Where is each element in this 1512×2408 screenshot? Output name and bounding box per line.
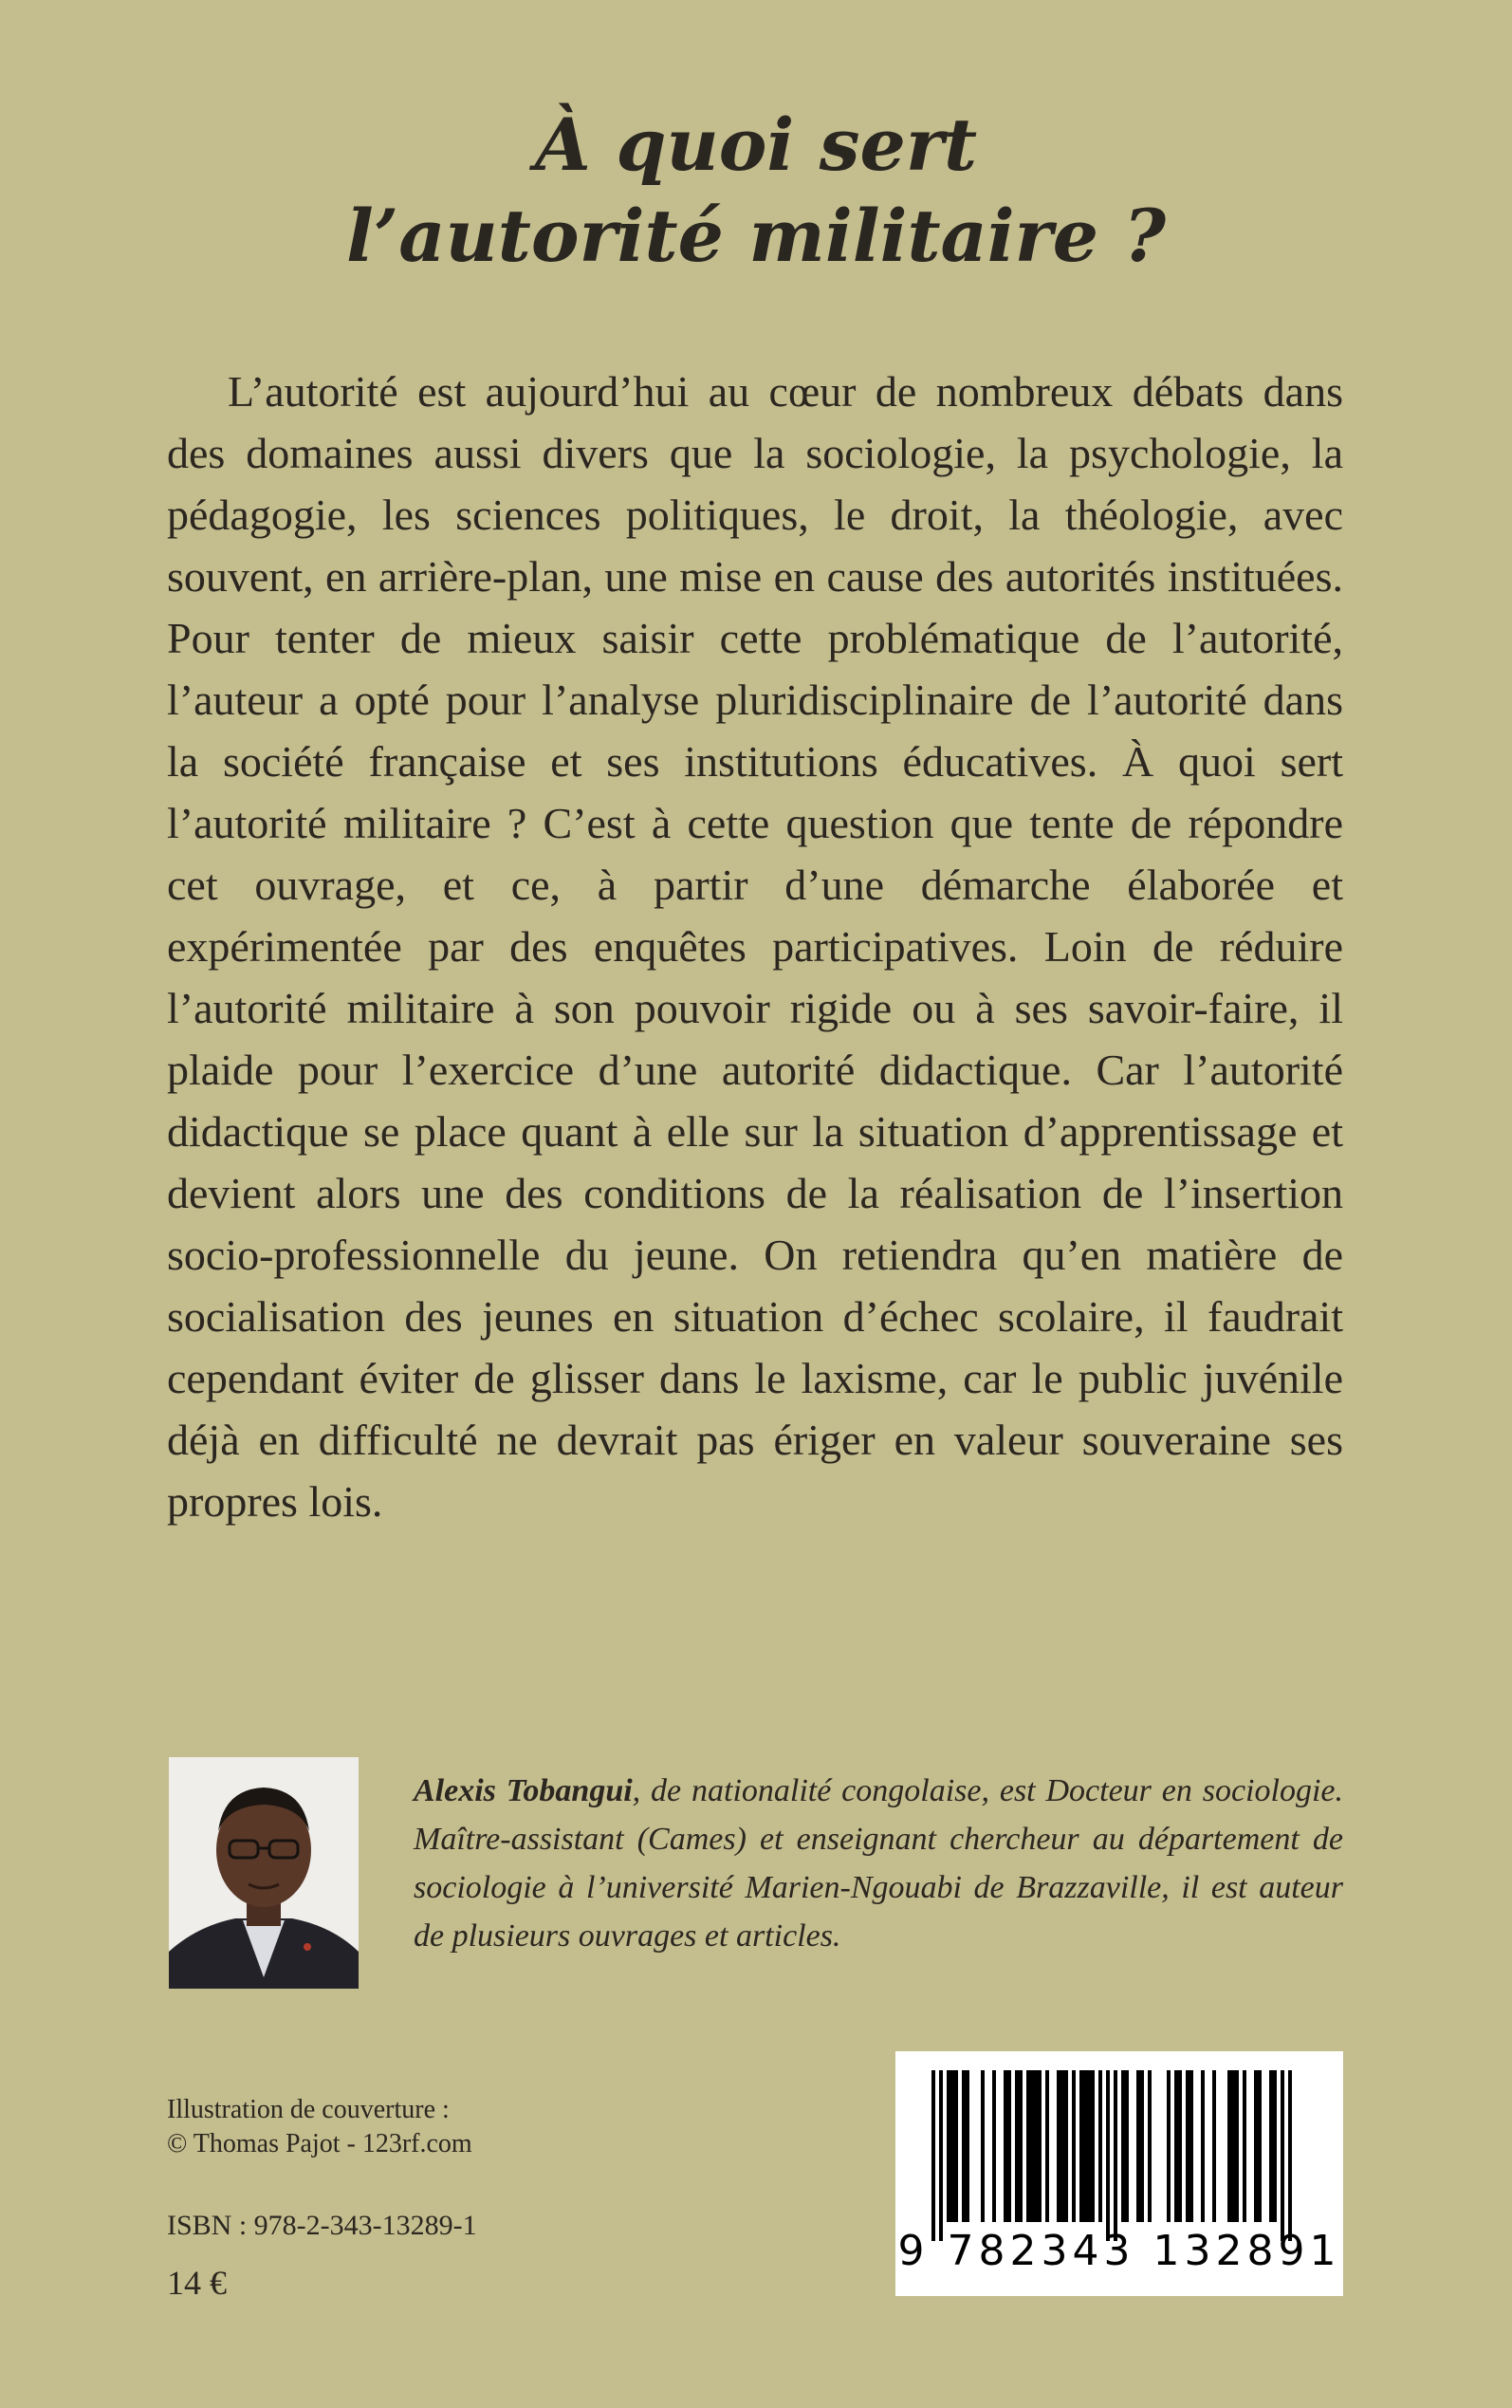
barcode-guard-bar [1114,2070,1117,2241]
barcode-bar [1189,2070,1193,2222]
barcode-guard-bar [939,2070,943,2241]
barcode-bar [1136,2070,1140,2222]
barcode-bar [1019,2070,1023,2222]
cover-credit [167,2093,472,2161]
barcode-bar [1030,2070,1034,2222]
author-photo [169,1757,359,1989]
barcode-bar [1121,2070,1125,2222]
barcode-bar [981,2070,985,2222]
barcode-bar [1091,2070,1095,2222]
barcode-bar [1038,2070,1042,2222]
author-bio-text: , de nationalité congolaise, est Docteur en sociologie. Maître-assistant (Cames) et enseignant chercheur au département de sociologie à l’université Marien-Ngouabi de Brazzaville, il est auteur de plusieurs ouvrages et articles. [414,1773,1343,1954]
barcode-guard-bar [1288,2070,1292,2241]
barcode-bar [1015,2070,1019,2222]
book-title [0,100,1512,282]
title-line-2: l’autorité militaire ? [345,194,1167,278]
barcode-bar [992,2070,996,2222]
author-name: Alexis Tobangui [414,1773,633,1808]
barcode-bar [1083,2070,1087,2222]
barcode-bar [1007,2070,1011,2222]
barcode-bar [966,2070,969,2222]
barcode-guard-bar [1281,2070,1284,2241]
barcode-bar [1167,2070,1171,2222]
barcode-bar [1235,2070,1239,2222]
isbn-text: ISBN : 978-2-343-13289-1 [167,2210,477,2241]
price: 14 € [167,2264,227,2302]
barcode-bar [1079,2070,1083,2222]
barcode-bar [1064,2070,1068,2222]
barcode-bar [1072,2070,1076,2222]
back-cover-blurb: L’autorité est aujourd’hui au cœur de nombreux débats dans des domaines aussi divers que la sociologie, la psychologie, la pédagogie, les sciences politiques, le droit, la théologie, avec souvent, en arrière-plan, une mise en cause des autorités instituées. Pour tenter de mieux saisir cette problématique de l’autorité, l’auteur a opté pour l’analyse pluridisciplinaire de l’autorité dans la société française et ses institutions éducatives. À quoi sert l’autorité militaire ? C’est à cette question que tente de répondre cet ouvrage, et ce, à partir d’une démarche élaborée et expérimentée par des enquêtes participatives. Loin de réduire l’autorité militaire à son pouvoir rigide ou à ses savoir-faire, il plaide pour l’exercice d’une autorité didactique. Car l’autorité didactique se place quant à elle sur la situation d’apprentissage et devient alors une des conditions de la réalisation de l’insertion socio-professionnelle du jeune. On retiendra qu’en matière de socialisation des jeunes en situation d’échec scolaire, il faudrait cependant éviter de glisser dans le laxisme, car le public juvénile déjà en difficulté ne devrait pas ériger en valeur souveraine ses propres lois. [167,367,1343,1526]
barcode-bar [1273,2070,1277,2222]
barcode-bar [1227,2070,1231,2222]
barcode-bar [1243,2070,1246,2222]
barcode-bar [1004,2070,1007,2222]
barcode-bar [1269,2070,1273,2222]
barcode-bar [1060,2070,1064,2222]
isbn-barcode [895,2051,1343,2296]
barcode-bar [1212,2070,1216,2222]
barcode-bar [1231,2070,1235,2222]
barcode-bar [947,2070,950,2222]
barcode-bar [1178,2070,1182,2222]
credit-line-2: © Thomas Pajot - 123rf.com [167,2129,472,2158]
credit-line-1: Illustration de couverture : [167,2095,450,2124]
barcode-bar [1098,2070,1102,2222]
barcode-bar [962,2070,966,2222]
barcode-bar [1186,2070,1189,2222]
barcode-bar [1148,2070,1152,2222]
barcode-bar [1258,2070,1262,2222]
barcode-bar [1045,2070,1049,2222]
barcode-bar [1057,2070,1060,2222]
barcode-bar [950,2070,954,2222]
title-line-1: À quoi sert [534,102,978,187]
barcode-bar [1174,2070,1178,2222]
barcode-guard-bar [931,2070,935,2241]
barcode-bar [1034,2070,1038,2222]
barcode-bar [1201,2070,1205,2222]
barcode-bar [1125,2070,1129,2222]
barcode-bar [1254,2070,1258,2222]
barcode-guard-bar [1106,2070,1110,2241]
barcode-bar [1087,2070,1091,2222]
barcode-bar [1140,2070,1144,2222]
barcode-bar [954,2070,958,2222]
author-bio [414,1767,1343,1960]
barcode-bar [1026,2070,1030,2222]
barcode-digits: 9 782343 132891 [897,2227,1341,2275]
